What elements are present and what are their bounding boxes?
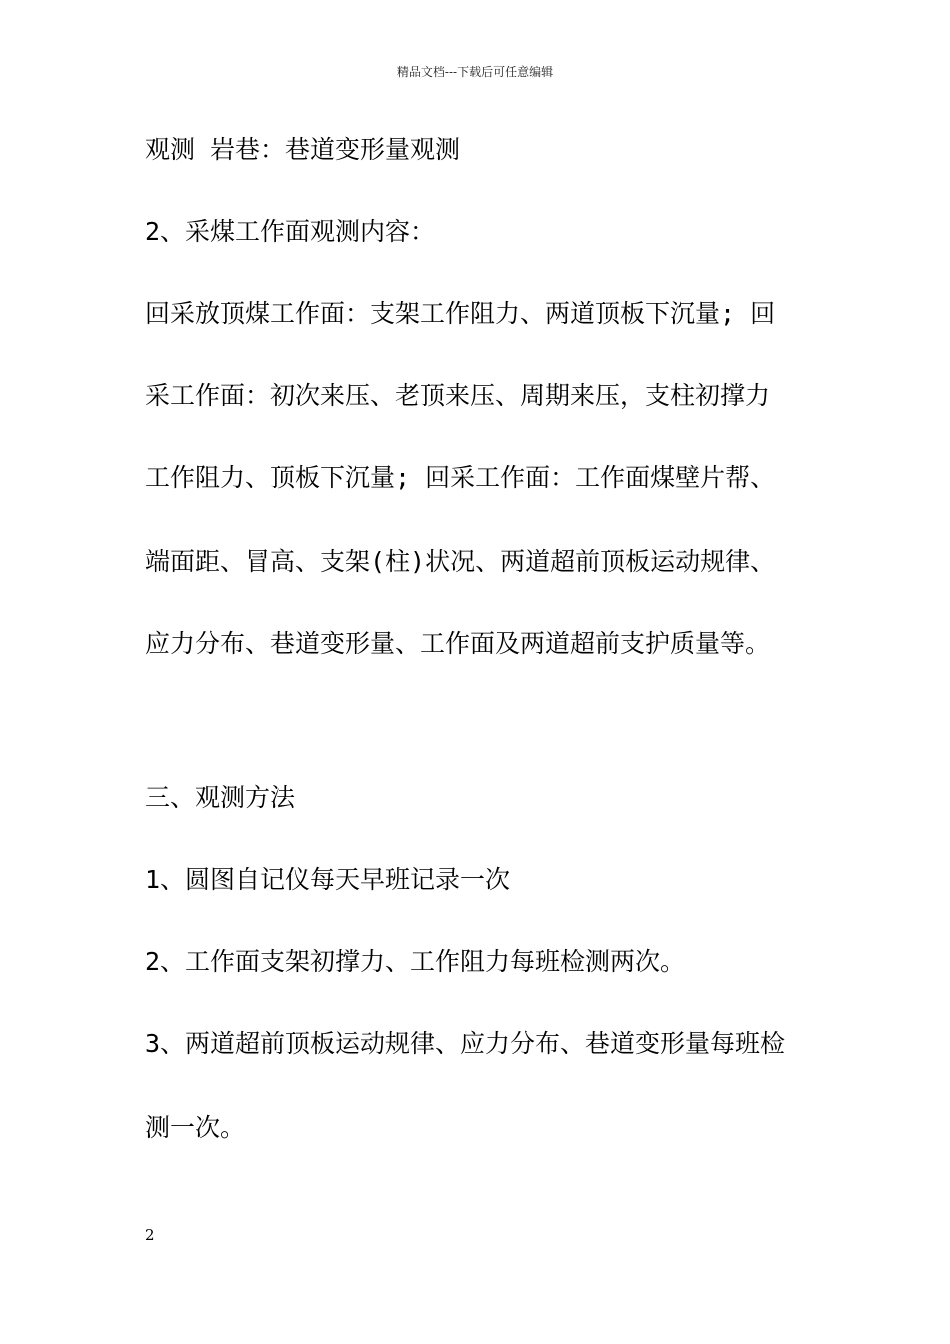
list-item-3: 3、两道超前顶板运动规律、应力分布、巷道变形量每班检 <box>145 1029 786 1058</box>
body-line-paragraph-5: 应力分布、巷道变形量、工作面及两道超前支护质量等。 <box>145 629 771 658</box>
body-line-section-2-heading: 2、采煤工作面观测内容： <box>145 217 436 246</box>
body-line-paragraph-4: 端面距、冒高、支架(柱)状况、两道超前顶板运动规律、 <box>145 547 776 576</box>
list-item-1: 1、圆图自记仪每天早班记录一次 <box>145 865 511 894</box>
list-item-3-continued: 测一次。 <box>145 1113 246 1142</box>
body-line-paragraph-3: 工作阻力、顶板下沉量; 回采工作面：工作面煤壁片帮、 <box>145 463 776 492</box>
page-header: 精品文档---下载后可任意编辑 <box>396 65 554 79</box>
section-heading-observation-method: 三、观测方法 <box>145 783 296 812</box>
body-line-observation-rock-roadway: 观测 岩巷：巷道变形量观测 <box>145 135 461 164</box>
list-item-2: 2、工作面支架初撑力、工作阻力每班检测两次。 <box>145 947 686 976</box>
body-line-paragraph-2: 采工作面：初次来压、老顶来压、周期来压，支柱初撑力 <box>145 381 771 410</box>
page-number: 2 <box>145 1226 155 1244</box>
body-line-paragraph-1: 回采放顶煤工作面：支架工作阻力、两道顶板下沉量; 回 <box>145 299 776 328</box>
